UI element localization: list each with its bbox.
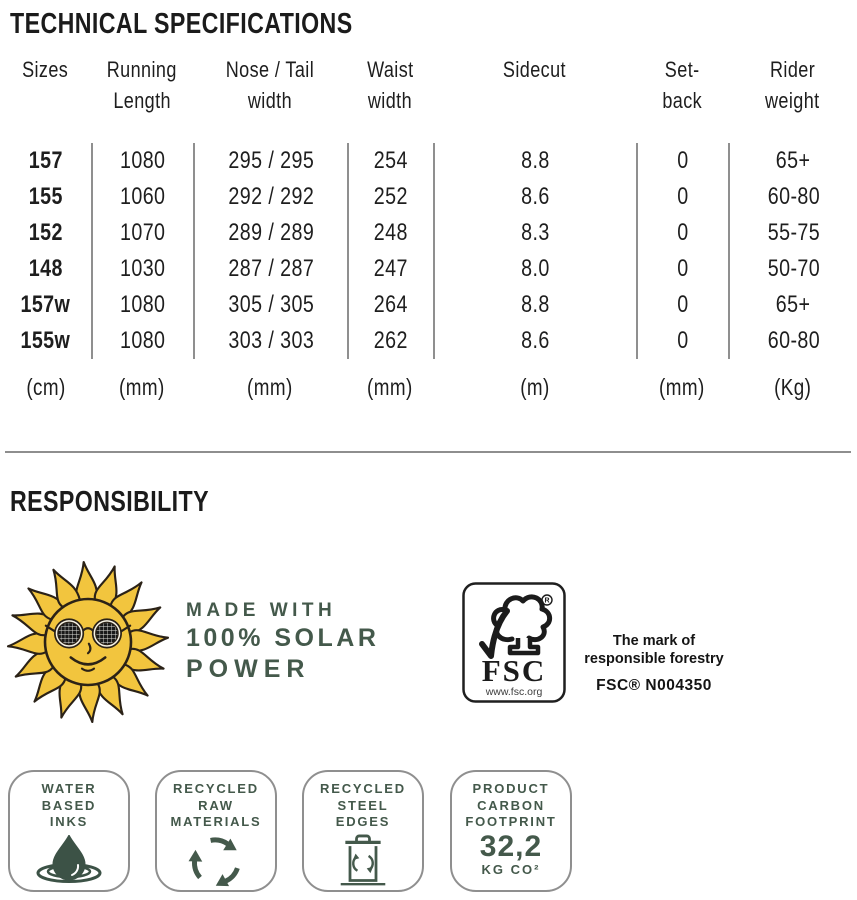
badge-water-based-inks <box>8 770 130 892</box>
spec-cell-size: 152 <box>28 219 63 246</box>
col-header-sidecut: Sidecut <box>502 57 567 82</box>
spec-cell: 247 <box>347 251 433 287</box>
spec-cell: 248 <box>347 215 433 251</box>
spec-cell: 8.6 <box>433 323 636 359</box>
badge-line: STEEL <box>337 797 389 813</box>
spec-cell: 295 / 295 <box>193 143 347 179</box>
spec-cell: 8.8 <box>433 143 636 179</box>
col-header-waist-width: Waist width <box>366 57 414 113</box>
sun-with-sunglasses-icon <box>2 556 174 728</box>
spec-cell: 254 <box>347 143 433 179</box>
unit-cell: (mm) <box>247 374 293 400</box>
spec-cell: 0 <box>636 143 728 179</box>
svg-text:R: R <box>544 597 550 605</box>
carbon-footprint-unit: KG CO² <box>481 861 541 877</box>
spec-cell: 287 / 287 <box>193 251 347 287</box>
responsibility-title: RESPONSIBILITY <box>10 486 209 518</box>
spec-table-units <box>0 374 857 401</box>
spec-cell: 0 <box>636 323 728 359</box>
spec-cell: 60-80 <box>728 323 857 359</box>
fsc-license-number: FSC® N004350 <box>596 677 712 694</box>
badge-line: BASED <box>41 797 97 813</box>
spec-cell: 50-70 <box>728 251 857 287</box>
badge-recycled-raw-materials <box>155 770 277 892</box>
fsc-mark-line-2: responsible forestry <box>584 651 724 667</box>
spec-cell: 1080 <box>91 323 193 359</box>
unit-cell: (mm) <box>119 374 165 400</box>
fsc-label: FSC <box>481 653 547 688</box>
badge-recycled-steel-edges <box>302 770 424 892</box>
spec-cell: 1030 <box>91 251 193 287</box>
fsc-mark-text <box>556 632 752 695</box>
spec-cell: 0 <box>636 179 728 215</box>
water-drop-icon <box>10 835 128 890</box>
col-header-sizes: Sizes <box>22 57 69 82</box>
badge-line: CARBON <box>477 797 545 813</box>
spec-cell: 65+ <box>728 287 857 323</box>
badge-line: RECYCLED <box>320 781 406 796</box>
spec-cell-size: 155w <box>20 327 71 354</box>
spec-cell: 1060 <box>91 179 193 215</box>
recycle-arrows-icon <box>157 835 275 894</box>
spec-cell: 60-80 <box>728 179 857 215</box>
spec-cell-size: 148 <box>28 255 63 282</box>
badge-line: WATER <box>41 781 97 796</box>
spec-cell: 0 <box>636 251 728 287</box>
badge-line: PRODUCT <box>472 781 550 796</box>
spec-cell: 252 <box>347 179 433 215</box>
spec-cell: 289 / 289 <box>193 215 347 251</box>
spec-cell: 0 <box>636 287 728 323</box>
unit-cell: (m) <box>519 374 550 400</box>
unit-cell: (mm) <box>659 374 705 400</box>
spec-cell: 292 / 292 <box>193 179 347 215</box>
spec-cell: 8.8 <box>433 287 636 323</box>
unit-cell: (mm) <box>367 374 413 400</box>
spec-cell: 305 / 305 <box>193 287 347 323</box>
badge-line: MATERIALS <box>170 814 262 829</box>
fsc-mark-line-1: The mark of <box>612 633 696 649</box>
badge-line: FOOTPRINT <box>465 814 557 829</box>
spec-cell: 8.6 <box>433 179 636 215</box>
spec-cell: 1080 <box>91 143 193 179</box>
solar-line-3: POWER <box>186 655 311 683</box>
unit-cell: (Kg) <box>773 374 812 400</box>
col-header-running-length: Running Length <box>106 57 178 113</box>
spec-cell: 303 / 303 <box>193 323 347 359</box>
fsc-logo <box>462 582 566 703</box>
fsc-url: www.fsc.org <box>485 686 543 698</box>
spec-cell: 8.3 <box>433 215 636 251</box>
recycle-bin-icon <box>304 832 422 895</box>
spec-cell-size: 157w <box>20 291 71 318</box>
spec-table-header <box>0 54 857 116</box>
col-header-nose-tail-width: Nose / Tail width <box>225 57 315 113</box>
spec-cell-size: 155 <box>28 183 63 210</box>
spec-cell: 55-75 <box>728 215 857 251</box>
solar-line-1: MADE WITH <box>186 600 337 621</box>
solar-power-claim <box>186 599 379 685</box>
spec-cell: 8.0 <box>433 251 636 287</box>
spec-cell: 65+ <box>728 143 857 179</box>
col-header-rider-weight: Rider weight <box>765 57 820 113</box>
badge-line: RAW <box>198 797 234 813</box>
carbon-footprint-value: 32,2 <box>479 829 543 863</box>
spec-table-body <box>0 143 857 359</box>
spec-cell: 264 <box>347 287 433 323</box>
spec-cell-size: 157 <box>28 147 63 174</box>
badge-line: INKS <box>49 814 89 829</box>
spec-cell: 262 <box>347 323 433 359</box>
section-divider <box>5 451 851 453</box>
spec-cell: 1070 <box>91 215 193 251</box>
spec-cell: 0 <box>636 215 728 251</box>
badge-line: RECYCLED <box>173 781 259 796</box>
badge-product-carbon-footprint <box>450 770 572 892</box>
col-header-setback: Set- back <box>662 57 702 113</box>
solar-line-2: 100% SOLAR <box>186 624 380 652</box>
spec-table <box>0 54 857 401</box>
badge-line: EDGES <box>335 814 391 829</box>
page-title: TECHNICAL SPECIFICATIONS <box>10 8 353 40</box>
spec-cell: 1080 <box>91 287 193 323</box>
unit-cell: (cm) <box>25 374 66 400</box>
